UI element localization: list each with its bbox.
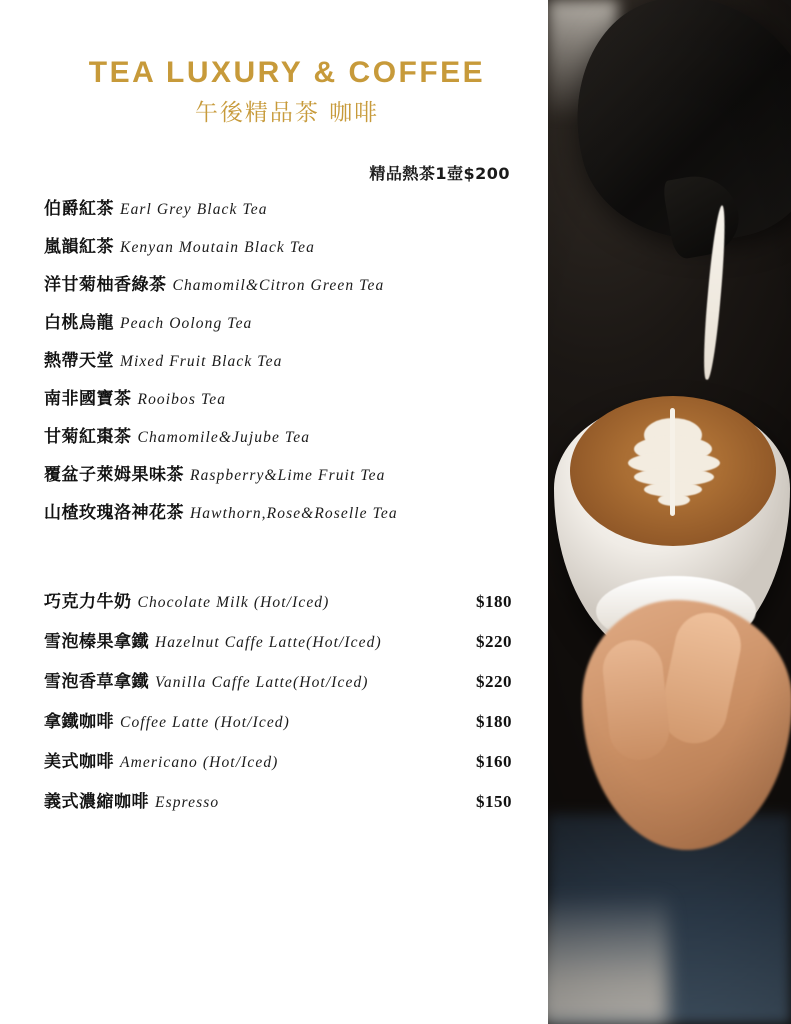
list-item [44, 384, 526, 409]
item-name-cn: 嵐韻紅茶 [44, 237, 114, 257]
item-names [44, 667, 369, 692]
item-name-cn: 南非國寶茶 [44, 389, 132, 409]
item-name-cn: 熱帶天堂 [44, 351, 114, 371]
item-names [44, 707, 290, 732]
item-name-en: Americano (Hot/Iced) [120, 754, 279, 771]
list-item [44, 787, 526, 812]
item-price: $160 [476, 752, 512, 771]
item-name-en: Chocolate Milk (Hot/Iced) [137, 594, 330, 611]
item-name-cn: 巧克力牛奶 [44, 592, 132, 612]
item-name-cn: 雪泡榛果拿鐵 [44, 632, 149, 652]
list-item [44, 308, 526, 333]
item-name-cn: 伯爵紅茶 [44, 199, 114, 219]
item-name-cn: 美式咖啡 [44, 752, 114, 772]
list-item [44, 498, 526, 523]
photo-vignette [548, 0, 791, 1024]
list-item [44, 232, 526, 257]
list-item [44, 346, 526, 371]
item-name-cn: 白桃烏龍 [44, 313, 114, 333]
item-names [44, 627, 382, 652]
item-name-en: Mixed Fruit Black Tea [120, 353, 283, 370]
item-price: $180 [476, 712, 512, 731]
item-price: $150 [476, 792, 512, 811]
item-price: $180 [476, 592, 512, 611]
item-name-en: Peach Oolong Tea [120, 315, 253, 332]
item-name-cn: 義式濃縮咖啡 [44, 792, 149, 812]
item-name-en: Hazelnut Caffe Latte(Hot/Iced) [155, 634, 382, 651]
item-name-en: Earl Grey Black Tea [120, 201, 268, 218]
item-names [44, 587, 329, 612]
title-block [44, 56, 526, 127]
item-name-en: Hawthorn,Rose&Roselle Tea [190, 505, 398, 522]
latte-art-photo [548, 0, 791, 1024]
item-name-en: Chamomile&Jujube Tea [137, 429, 311, 446]
list-item [44, 270, 526, 295]
coffee-item-list [44, 587, 526, 812]
item-name-en: Vanilla Caffe Latte(Hot/Iced) [155, 674, 369, 691]
page-subtitle: 午後精品茶 咖啡 [194, 100, 380, 126]
list-item [44, 422, 526, 447]
item-name-en: Rooibos Tea [137, 391, 227, 408]
item-name-en: Raspberry&Lime Fruit Tea [190, 467, 386, 484]
item-name-cn: 覆盆子萊姆果味茶 [44, 465, 184, 485]
tea-price-note: 精品熱茶1壺$200 [369, 164, 510, 183]
list-item [44, 460, 526, 485]
item-name-cn: 山楂玫瑰洛神花茶 [44, 503, 184, 523]
tea-item-list [44, 194, 526, 523]
list-item [44, 747, 526, 772]
page-title: TEA LUXURY & COFFEE [88, 56, 486, 89]
item-name-cn: 拿鐵咖啡 [44, 712, 114, 732]
list-item [44, 194, 526, 219]
item-name-en: Kenyan Moutain Black Tea [120, 239, 316, 256]
item-price: $220 [476, 632, 512, 651]
item-names [44, 787, 219, 812]
item-name-en: Chamomil&Citron Green Tea [172, 277, 385, 294]
list-item [44, 627, 526, 652]
list-item [44, 587, 526, 612]
item-name-cn: 洋甘菊柚香綠茶 [44, 275, 167, 295]
item-name-en: Espresso [155, 794, 220, 811]
list-item [44, 707, 526, 732]
item-name-cn: 雪泡香草拿鐵 [44, 672, 149, 692]
item-name-en: Coffee Latte (Hot/Iced) [120, 714, 290, 731]
item-names [44, 747, 278, 772]
item-name-cn: 甘菊紅棗茶 [44, 427, 132, 447]
item-price: $220 [476, 672, 512, 691]
list-item [44, 667, 526, 692]
